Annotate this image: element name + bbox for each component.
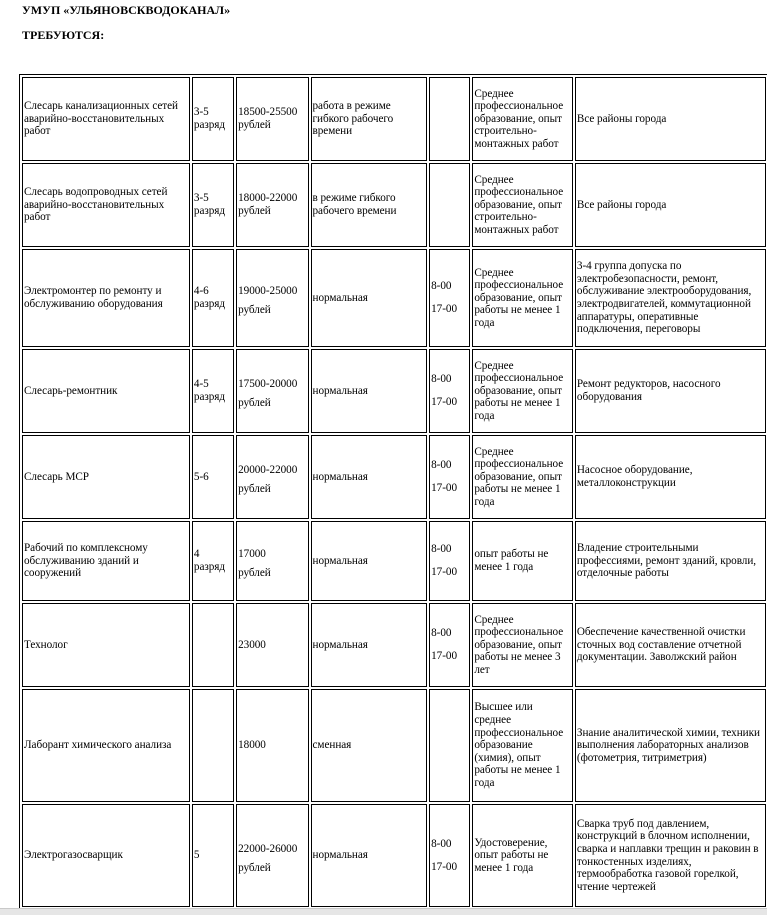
work-mode-cell: нормальная [311,435,428,519]
work-mode-cell: сменная [311,689,428,802]
position-cell: Электрогазосварщик [22,804,190,907]
salary-cell [236,77,308,161]
requirements-cell: 3-4 группа допуска по электробезопасности, ремонт, обслуживание электрооборудования, электродвигателей, коммутационной аппаратуры, оперативные подключения, переговоры [575,249,766,347]
salary-range: 17500-20000 [238,378,298,391]
salary-cell [236,804,308,907]
education-cell: Среднее профессиональное образование, опыт строительно-монтажных работ [472,77,573,161]
salary-currency: рублей [238,861,271,874]
position-cell: Слесарь водопроводных сетей аварийно-восстановительных работ [22,163,190,247]
hours-end: 17-00 [431,303,457,315]
grade-cell: 4 разряд [192,521,234,601]
requirements-cell: Все районы города [575,163,766,247]
table-row [22,689,766,802]
table-row [22,77,766,161]
required-heading: ТРЕБУЮТСЯ: [22,28,105,42]
grade-cell: 3-5 разряд [192,163,234,247]
grade-cell [192,689,234,802]
hours-cell [429,603,470,687]
grade-cell: 4-6 разряд [192,249,234,347]
hours-start: 8-00 [431,543,452,556]
salary-currency: рублей [238,567,271,579]
salary-currency: рублей [238,304,271,316]
table-row [22,603,766,687]
salary-range: 18000 [238,739,266,752]
education-cell: опыт работы не менее 1 года [472,521,573,601]
table-row [22,249,766,347]
requirements-cell: Владение строительными профессиями, ремонт зданий, кровли, отделочные работы [575,521,766,601]
vacancy-table [19,74,767,910]
work-mode-cell: нормальная [311,521,428,601]
work-mode-cell: в режиме гибкого рабочего времени [311,163,428,247]
hours-cell [429,804,470,907]
table-row [22,349,766,433]
hours-end: 17-00 [431,482,457,494]
hours-cell [429,77,470,161]
position-cell: Электромонтер по ремонту и обслуживанию оборудования [22,249,190,347]
hours-start: 8-00 [431,459,452,472]
position-cell: Слесарь МСР [22,435,190,519]
requirements-cell: Все районы города [575,77,766,161]
salary-cell [236,603,308,687]
requirements-cell: Знание аналитической химии, техники выполнения лабораторных анализов (фотометрия, титриметрия) [575,689,766,802]
hours-cell [429,435,470,519]
hours-cell [429,249,470,347]
education-cell: Удостоверение, опыт работы не менее 1 года [472,804,573,907]
table-row [22,163,766,247]
education-cell: Среднее профессиональное образование, опыт работы не менее 1 года [472,249,573,347]
salary-currency: рублей [238,483,271,495]
table-row [22,435,766,519]
requirements-cell: Обеспечение качественной очистки сточных вод составление отчетной документации. Заволжский район [575,603,766,687]
salary-range: 22000-26000 [238,842,298,855]
salary-cell [236,349,308,433]
grade-cell: 3-5 разряд [192,77,234,161]
organization-title: УМУП «УЛЬЯНОВСКВОДОКАНАЛ» [22,3,231,17]
grade-cell: 5-6 [192,435,234,519]
salary-cell [236,521,308,601]
hours-end: 17-00 [431,860,457,873]
salary-range: 20000-22000 [238,464,298,477]
hours-cell [429,521,470,601]
position-cell: Технолог [22,603,190,687]
salary-cell [236,249,308,347]
position-cell: Слесарь-ремонтник [22,349,190,433]
requirements-cell: Насосное оборудование, металлоконструкции [575,435,766,519]
position-cell: Рабочий по комплексному обслуживанию зданий и сооружений [22,521,190,601]
table-row [22,521,766,601]
education-cell: Среднее профессиональное образование, опыт работы не менее 3 лет [472,603,573,687]
position-cell: Лаборант химического анализа [22,689,190,802]
grade-cell: 4-5 разряд [192,349,234,433]
work-mode-cell: нормальная [311,249,428,347]
hours-cell [429,689,470,802]
grade-cell: 5 [192,804,234,907]
salary-currency: рублей [238,397,271,409]
education-cell: Высшее или среднее профессиональное образование (химия), опыт работы не менее 1 года [472,689,573,802]
salary-range: 18000-22000 [238,192,298,205]
vacancy-table-body [22,77,766,907]
salary-range: 19000-25000 [238,285,298,298]
requirements-cell: Ремонт редукторов, насосного оборудования [575,349,766,433]
table-row [22,804,766,907]
salary-cell [236,689,308,802]
hours-cell [429,349,470,433]
position-cell: Слесарь канализационных сетей аварийно-восстановительных работ [22,77,190,161]
hours-cell [429,163,470,247]
hours-end: 17-00 [431,566,457,578]
hours-start: 8-00 [431,837,452,850]
work-mode-cell: нормальная [311,603,428,687]
education-cell: Среднее профессиональное образование, опыт строительно-монтажных работ [472,163,573,247]
hours-start: 8-00 [431,373,452,386]
work-mode-cell: нормальная [311,804,428,907]
hours-start: 8-00 [431,627,452,640]
work-mode-cell: работа в режиме гибкого рабочего времени [311,77,428,161]
hours-end: 17-00 [431,396,457,408]
salary-range: 17000 [238,548,266,561]
salary-currency: рублей [238,119,271,131]
work-mode-cell: нормальная [311,349,428,433]
education-cell: Среднее профессиональное образование, опыт работы не менее 1 года [472,349,573,433]
salary-cell [236,435,308,519]
requirements-cell: Сварка труб под давлением, конструкций в блочном исполнении, сварка и наплавки трещин и раковин в тонкостенных изделиях, термообработка газовой горелкой, чтение чертежей [575,804,766,907]
salary-range: 23000 [238,638,266,651]
salary-cell [236,163,308,247]
education-cell: Среднее профессиональное образование, опыт работы не менее 1 года [472,435,573,519]
hours-start: 8-00 [431,280,452,293]
salary-currency: рублей [238,205,271,217]
hours-end: 17-00 [431,650,457,662]
grade-cell [192,603,234,687]
salary-range: 18500-25500 [238,106,298,119]
